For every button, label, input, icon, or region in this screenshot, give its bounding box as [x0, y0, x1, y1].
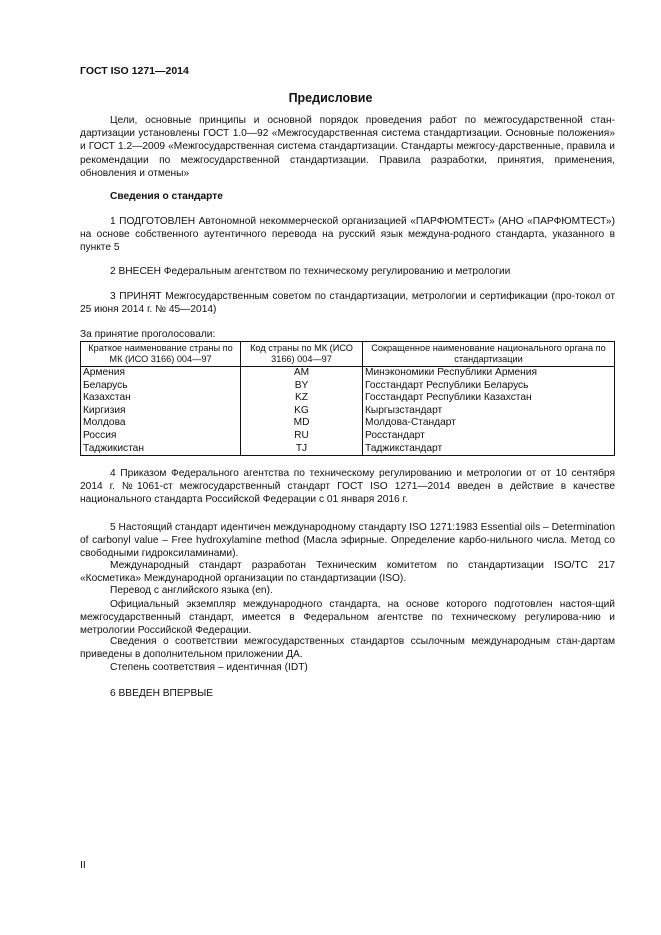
country-cell: Россия — [81, 430, 241, 443]
body-cell: Госстандарт Республики Казахстан — [363, 392, 615, 405]
item-5-paragraph: 5 Настоящий стандарт идентичен международному стандарту ISO 1271:1983 Essential oils – Determination of carbonyl value – Free hydroxylamine method (Масла эфирные. Определение карбо-нильного числа. Метод со свободными гидроксиламинами). — [80, 522, 615, 560]
body-cell: Госстандарт Республики Беларусь — [363, 380, 615, 393]
intro-paragraph: Цели, основные принципы и основной порядок проведения работ по межгосударственной стан-дартизации установлены ГОСТ 1.0—92 «Межгосударственная система стандартизации. Основные положения» и ГОСТ 1.2—2009 «Межгосударственная система стандартизации. Стандарты межгосу-дарственные, правила и рекомендации по межгосударственной стандартизации. Правила разработки, принятия, применения, обновления и отмены» — [80, 115, 615, 179]
table-caption: За принятие проголосовали: — [80, 329, 216, 340]
item-1-paragraph: 1 ПОДГОТОВЛЕН Автономной некоммерческой организацией «ПАРФЮМТЕСТ» (АНО «ПАРФЮМТЕСТ») на основе собственного аутентичного перевода на русский язык междуна-родного стандарта, указанного в пункте 5 — [80, 216, 615, 254]
country-cell: Киргизия — [81, 405, 241, 418]
item-3-paragraph: 3 ПРИНЯТ Межгосударственным советом по стандартизации, метрологии и сертификации (про-токол от 25 июня 2014 г. № 45—2014) — [80, 291, 615, 316]
body-cell: Минэкономики Республики Армения — [363, 367, 615, 380]
country-cell: Армения — [81, 367, 241, 380]
table-header-row — [81, 342, 615, 367]
country-cell: Беларусь — [81, 380, 241, 393]
voting-table — [80, 341, 615, 456]
code-cell: AM — [241, 367, 363, 380]
table-row — [81, 392, 615, 405]
code-cell: TJ — [241, 443, 363, 456]
document-code-header: ГОСТ ISO 1271—2014 — [80, 65, 189, 77]
code-cell: KZ — [241, 392, 363, 405]
header-code: Код страны по МК (ИСО 3166) 004—97 — [241, 342, 363, 367]
table-row — [81, 417, 615, 430]
body-cell: Кыргызстандарт — [363, 405, 615, 418]
item-2-paragraph: 2 ВНЕСЕН Федеральным агентством по техническому регулированию и метрологии — [110, 266, 511, 277]
table-row — [81, 430, 615, 443]
body-cell: Таджикстандарт — [363, 443, 615, 456]
item-5-developer-paragraph: Международный стандарт разработан Техническим комитетом по стандартизации ISO/TC 217 «Косметика» Международной организации по стандартизации (ISO). — [80, 560, 615, 585]
country-cell: Молдова — [81, 417, 241, 430]
country-cell: Таджикистан — [81, 443, 241, 456]
section-heading: Сведения о стандарте — [110, 191, 223, 202]
item-5-language-paragraph: Перевод с английского языка (en). — [110, 585, 273, 596]
code-cell: RU — [241, 430, 363, 443]
header-country: Краткое наименование страны по МК (ИСО 3166) 004—97 — [81, 342, 241, 367]
item-5-degree-paragraph: Степень соответствия – идентичная (IDT) — [110, 662, 308, 673]
item-4-paragraph: 4 Приказом Федерального агентства по техническому регулированию и метрологии от от 10 сентября 2014 г. №1061-ст межгосударственный стандарт ГОСТ ISO 1271—2014 введен в действие в качестве национального стандарта Российской Федерации с 01 января 2016 г. — [80, 468, 615, 506]
item-5-copy-paragraph: Официальный экземпляр международного стандарта, на основе которого подготовлен настоя-щий межгосударственный стандарт, имеется в Федеральном агентстве по техническому регулирова-нию и метрологии Российской Федерации. — [80, 599, 615, 637]
table-row — [81, 367, 615, 380]
code-cell: BY — [241, 380, 363, 393]
header-body: Сокращенное наименование национального органа по стандартизации — [363, 342, 615, 367]
item-6-paragraph: 6 ВВЕДЕН ВПЕРВЫЕ — [110, 688, 214, 699]
table-row — [81, 443, 615, 456]
code-cell: KG — [241, 405, 363, 418]
body-cell: Молдова-Стандарт — [363, 417, 615, 430]
page-number: II — [80, 859, 86, 871]
item-5-references-paragraph: Сведения о соответствии межгосударственных стандартов ссылочным международным стан-дартам приведены в дополнительном приложении ДА. — [80, 636, 615, 661]
table-row — [81, 405, 615, 418]
code-cell: MD — [241, 417, 363, 430]
page-title: Предисловие — [288, 91, 373, 105]
table-row — [81, 380, 615, 393]
body-cell: Росстандарт — [363, 430, 615, 443]
country-cell: Казахстан — [81, 392, 241, 405]
